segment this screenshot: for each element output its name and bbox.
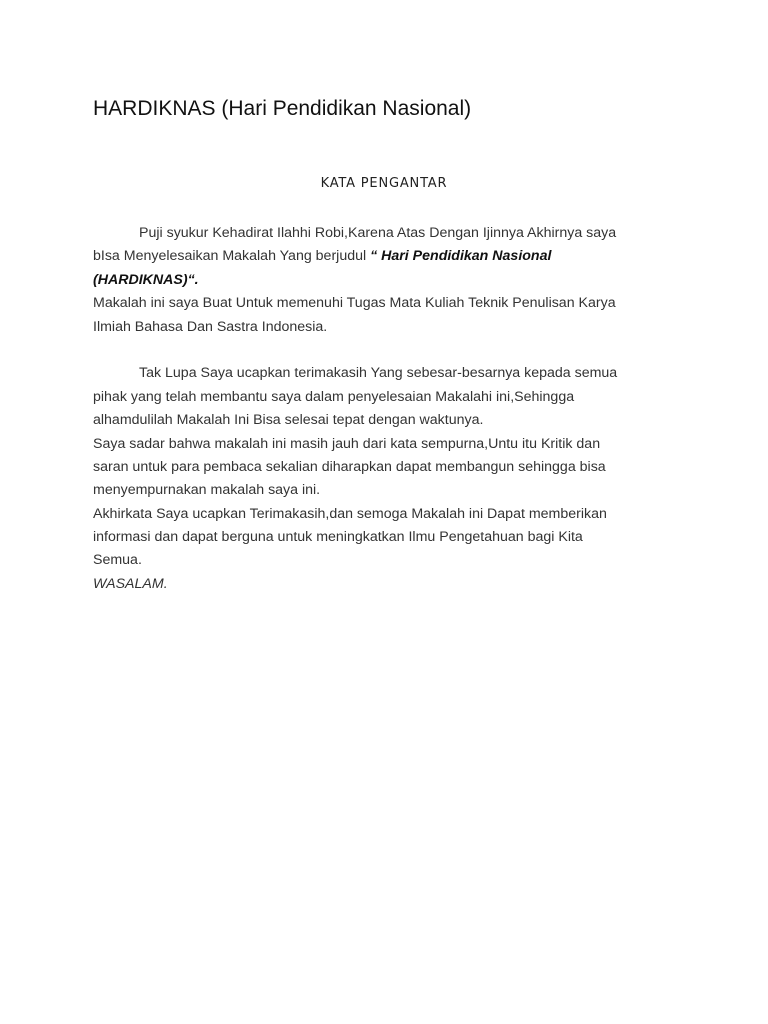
text-line: Saya sadar bahwa makalah ini masih jauh dari kata sempurna,Untu itu Kritik dan (93, 435, 601, 452)
paragraph-spacer (93, 339, 683, 362)
emphasized-title: (HARDIKNAS)“. (93, 271, 199, 288)
paragraph-feedback (93, 433, 683, 503)
text-line: informasi dan dapat berguna untuk meningkatkan Ilmu Pengetahuan bagi Kita (93, 529, 583, 546)
text-fragment: bIsa Menyelesaikan Makalah Yang berjudul (93, 248, 371, 265)
document-body (93, 222, 683, 596)
paragraph-thanks (93, 362, 683, 432)
emphasized-title: “ Hari Pendidikan Nasional (370, 248, 552, 265)
text-line: alhamdulilah Makalah Ini Bisa selesai tepat dengan waktunya. (93, 412, 484, 429)
text-line: saran untuk para pembaca sekalian diharapkan dapat membangun sehingga bisa (93, 458, 606, 475)
paragraph-closing-remarks (93, 503, 683, 573)
paragraph-acknowledgement (93, 222, 683, 292)
text-line: Ilmiah Bahasa Dan Sastra Indonesia. (93, 318, 328, 335)
paragraph-purpose (93, 292, 683, 339)
text-line (93, 245, 683, 268)
text-line: Tak Lupa Saya ucapkan terimakasih Yang sebesar-besarnya kepada semua (139, 365, 618, 382)
text-line: menyempurnakan makalah saya ini. (93, 482, 321, 499)
section-heading: KATA PENGANTAR (320, 176, 448, 191)
text-line: Semua. (93, 552, 142, 569)
text-line: pihak yang telah membantu saya dalam penyelesaian Makalahi ini,Sehingga (93, 388, 575, 405)
text-line: Akhirkata Saya ucapkan Terimakasih,dan semoga Makalah ini Dapat memberikan (93, 505, 607, 522)
closing-salutation: WASALAM. (93, 575, 168, 592)
text-line: Makalah ini saya Buat Untuk memenuhi Tugas Mata Kuliah Teknik Penulisan Karya (93, 295, 616, 312)
text-line: Puji syukur Kehadirat Ilahhi Robi,Karena Atas Dengan Ijinnya Akhirnya saya (139, 225, 617, 241)
document-title: HARDIKNAS (Hari Pendidikan Nasional) (93, 97, 472, 120)
